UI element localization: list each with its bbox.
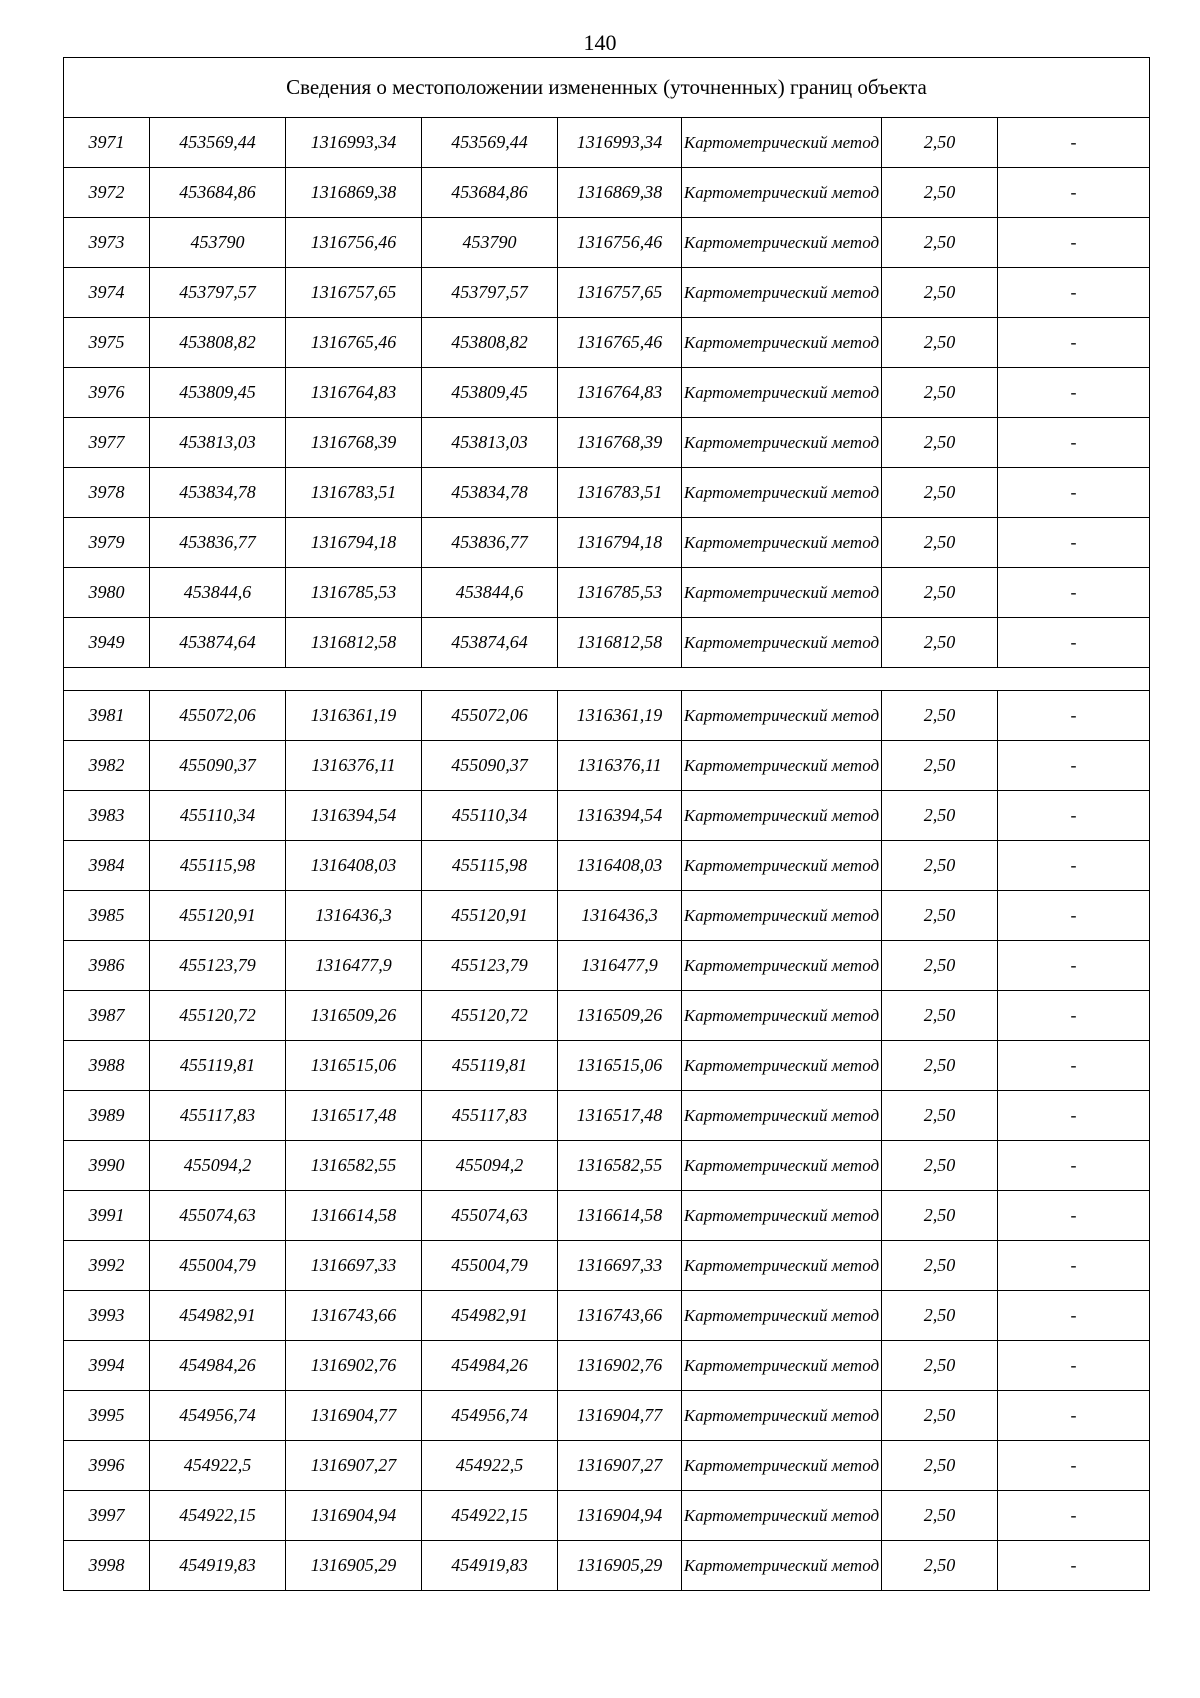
note-cell: - <box>998 941 1150 991</box>
point-number-cell: 3990 <box>64 1141 150 1191</box>
table-row <box>64 1241 1150 1291</box>
refined-x-cell: 454922,5 <box>422 1441 558 1491</box>
refined-x-cell: 453569,44 <box>422 118 558 168</box>
method-cell: Картометрический метод <box>682 1191 882 1241</box>
method-cell: Картометрический метод <box>682 268 882 318</box>
accuracy-cell: 2,50 <box>882 418 998 468</box>
note-cell: - <box>998 618 1150 668</box>
existing-x-cell: 455094,2 <box>150 1141 286 1191</box>
point-number-cell: 3984 <box>64 841 150 891</box>
existing-x-cell: 453844,6 <box>150 568 286 618</box>
refined-y-cell: 1316993,34 <box>558 118 682 168</box>
note-cell: - <box>998 691 1150 741</box>
refined-x-cell: 455004,79 <box>422 1241 558 1291</box>
existing-x-cell: 455119,81 <box>150 1041 286 1091</box>
point-number-cell: 3979 <box>64 518 150 568</box>
existing-y-cell: 1316697,33 <box>286 1241 422 1291</box>
refined-y-cell: 1316517,48 <box>558 1091 682 1141</box>
point-number-cell: 3993 <box>64 1291 150 1341</box>
existing-y-cell: 1316904,94 <box>286 1491 422 1541</box>
point-number-cell: 3983 <box>64 791 150 841</box>
point-number-cell: 3987 <box>64 991 150 1041</box>
table-body <box>64 58 1150 1591</box>
existing-x-cell: 453790 <box>150 218 286 268</box>
method-cell: Картометрический метод <box>682 1391 882 1441</box>
accuracy-cell: 2,50 <box>882 1391 998 1441</box>
table-row <box>64 118 1150 168</box>
table-row <box>64 741 1150 791</box>
table-row <box>64 1541 1150 1591</box>
refined-x-cell: 453790 <box>422 218 558 268</box>
existing-y-cell: 1316517,48 <box>286 1091 422 1141</box>
existing-y-cell: 1316765,46 <box>286 318 422 368</box>
existing-y-cell: 1316515,06 <box>286 1041 422 1091</box>
existing-y-cell: 1316902,76 <box>286 1341 422 1391</box>
refined-x-cell: 453844,6 <box>422 568 558 618</box>
existing-y-cell: 1316614,58 <box>286 1191 422 1241</box>
refined-y-cell: 1316765,46 <box>558 318 682 368</box>
accuracy-cell: 2,50 <box>882 268 998 318</box>
method-cell: Картометрический метод <box>682 218 882 268</box>
existing-y-cell: 1316869,38 <box>286 168 422 218</box>
method-cell: Картометрический метод <box>682 691 882 741</box>
table-row <box>64 791 1150 841</box>
refined-y-cell: 1316394,54 <box>558 791 682 841</box>
existing-x-cell: 455090,37 <box>150 741 286 791</box>
existing-x-cell: 455120,72 <box>150 991 286 1041</box>
refined-x-cell: 455094,2 <box>422 1141 558 1191</box>
refined-x-cell: 453874,64 <box>422 618 558 668</box>
point-number-cell: 3982 <box>64 741 150 791</box>
existing-y-cell: 1316905,29 <box>286 1541 422 1591</box>
refined-y-cell: 1316743,66 <box>558 1291 682 1341</box>
refined-y-cell: 1316904,94 <box>558 1491 682 1541</box>
existing-x-cell: 455074,63 <box>150 1191 286 1241</box>
existing-x-cell: 454919,83 <box>150 1541 286 1591</box>
existing-y-cell: 1316743,66 <box>286 1291 422 1341</box>
note-cell: - <box>998 1541 1150 1591</box>
accuracy-cell: 2,50 <box>882 1541 998 1591</box>
method-cell: Картометрический метод <box>682 1291 882 1341</box>
refined-y-cell: 1316794,18 <box>558 518 682 568</box>
point-number-cell: 3997 <box>64 1491 150 1541</box>
refined-x-cell: 455120,91 <box>422 891 558 941</box>
table-row <box>64 1341 1150 1391</box>
method-cell: Картометрический метод <box>682 1541 882 1591</box>
existing-x-cell: 453874,64 <box>150 618 286 668</box>
existing-x-cell: 454984,26 <box>150 1341 286 1391</box>
point-number-cell: 3977 <box>64 418 150 468</box>
table-row <box>64 268 1150 318</box>
refined-x-cell: 454984,26 <box>422 1341 558 1391</box>
existing-y-cell: 1316436,3 <box>286 891 422 941</box>
accuracy-cell: 2,50 <box>882 741 998 791</box>
existing-x-cell: 455072,06 <box>150 691 286 741</box>
point-number-cell: 3994 <box>64 1341 150 1391</box>
page-number: 140 <box>583 30 617 55</box>
note-cell: - <box>998 741 1150 791</box>
point-number-cell: 3986 <box>64 941 150 991</box>
point-number-cell: 3972 <box>64 168 150 218</box>
existing-x-cell: 454956,74 <box>150 1391 286 1441</box>
refined-y-cell: 1316785,53 <box>558 568 682 618</box>
refined-x-cell: 455120,72 <box>422 991 558 1041</box>
existing-x-cell: 454922,15 <box>150 1491 286 1541</box>
point-number-cell: 3995 <box>64 1391 150 1441</box>
point-number-cell: 3992 <box>64 1241 150 1291</box>
table-row <box>64 841 1150 891</box>
method-cell: Картометрический метод <box>682 1041 882 1091</box>
refined-y-cell: 1316756,46 <box>558 218 682 268</box>
table-row <box>64 1091 1150 1141</box>
existing-x-cell: 453813,03 <box>150 418 286 468</box>
note-cell: - <box>998 1141 1150 1191</box>
note-cell: - <box>998 218 1150 268</box>
note-cell: - <box>998 1491 1150 1541</box>
method-cell: Картометрический метод <box>682 991 882 1041</box>
refined-x-cell: 453684,86 <box>422 168 558 218</box>
refined-y-cell: 1316904,77 <box>558 1391 682 1441</box>
accuracy-cell: 2,50 <box>882 1041 998 1091</box>
note-cell: - <box>998 568 1150 618</box>
accuracy-cell: 2,50 <box>882 518 998 568</box>
refined-y-cell: 1316436,3 <box>558 891 682 941</box>
refined-y-cell: 1316361,19 <box>558 691 682 741</box>
point-number-cell: 3971 <box>64 118 150 168</box>
note-cell: - <box>998 518 1150 568</box>
refined-x-cell: 455123,79 <box>422 941 558 991</box>
refined-x-cell: 454922,15 <box>422 1491 558 1541</box>
accuracy-cell: 2,50 <box>882 568 998 618</box>
refined-x-cell: 453809,45 <box>422 368 558 418</box>
existing-x-cell: 453684,86 <box>150 168 286 218</box>
table-row <box>64 318 1150 368</box>
table-row <box>64 368 1150 418</box>
refined-y-cell: 1316509,26 <box>558 991 682 1041</box>
accuracy-cell: 2,50 <box>882 368 998 418</box>
method-cell: Картометрический метод <box>682 791 882 841</box>
method-cell: Картометрический метод <box>682 1441 882 1491</box>
note-cell: - <box>998 1291 1150 1341</box>
accuracy-cell: 2,50 <box>882 1491 998 1541</box>
table-row <box>64 691 1150 741</box>
method-cell: Картометрический метод <box>682 168 882 218</box>
note-cell: - <box>998 118 1150 168</box>
refined-x-cell: 453834,78 <box>422 468 558 518</box>
refined-y-cell: 1316614,58 <box>558 1191 682 1241</box>
note-cell: - <box>998 791 1150 841</box>
existing-y-cell: 1316904,77 <box>286 1391 422 1441</box>
note-cell: - <box>998 268 1150 318</box>
existing-y-cell: 1316477,9 <box>286 941 422 991</box>
refined-y-cell: 1316515,06 <box>558 1041 682 1091</box>
existing-x-cell: 453808,82 <box>150 318 286 368</box>
accuracy-cell: 2,50 <box>882 468 998 518</box>
refined-x-cell: 455115,98 <box>422 841 558 891</box>
refined-x-cell: 455110,34 <box>422 791 558 841</box>
table-row <box>64 168 1150 218</box>
refined-y-cell: 1316376,11 <box>558 741 682 791</box>
existing-y-cell: 1316764,83 <box>286 368 422 418</box>
accuracy-cell: 2,50 <box>882 991 998 1041</box>
method-cell: Картометрический метод <box>682 1141 882 1191</box>
point-number-cell: 3988 <box>64 1041 150 1091</box>
existing-y-cell: 1316361,19 <box>286 691 422 741</box>
refined-x-cell: 453813,03 <box>422 418 558 468</box>
existing-y-cell: 1316768,39 <box>286 418 422 468</box>
existing-y-cell: 1316812,58 <box>286 618 422 668</box>
table-row <box>64 991 1150 1041</box>
refined-y-cell: 1316408,03 <box>558 841 682 891</box>
refined-x-cell: 455117,83 <box>422 1091 558 1141</box>
point-number-cell: 3985 <box>64 891 150 941</box>
refined-y-cell: 1316764,83 <box>558 368 682 418</box>
existing-y-cell: 1316993,34 <box>286 118 422 168</box>
refined-y-cell: 1316768,39 <box>558 418 682 468</box>
method-cell: Картометрический метод <box>682 1341 882 1391</box>
point-number-cell: 3996 <box>64 1441 150 1491</box>
method-cell: Картометрический метод <box>682 618 882 668</box>
method-cell: Картометрический метод <box>682 891 882 941</box>
refined-y-cell: 1316757,65 <box>558 268 682 318</box>
accuracy-cell: 2,50 <box>882 941 998 991</box>
table-row <box>64 941 1150 991</box>
refined-y-cell: 1316812,58 <box>558 618 682 668</box>
existing-x-cell: 455004,79 <box>150 1241 286 1291</box>
method-cell: Картометрический метод <box>682 1241 882 1291</box>
note-cell: - <box>998 1191 1150 1241</box>
note-cell: - <box>998 991 1150 1041</box>
method-cell: Картометрический метод <box>682 418 882 468</box>
existing-x-cell: 455110,34 <box>150 791 286 841</box>
point-number-cell: 3976 <box>64 368 150 418</box>
existing-y-cell: 1316509,26 <box>286 991 422 1041</box>
method-cell: Картометрический метод <box>682 118 882 168</box>
table-row <box>64 1141 1150 1191</box>
existing-y-cell: 1316785,53 <box>286 568 422 618</box>
method-cell: Картометрический метод <box>682 941 882 991</box>
refined-y-cell: 1316783,51 <box>558 468 682 518</box>
refined-x-cell: 454919,83 <box>422 1541 558 1591</box>
note-cell: - <box>998 1341 1150 1391</box>
existing-x-cell: 455117,83 <box>150 1091 286 1141</box>
table-row <box>64 891 1150 941</box>
table-row <box>64 1041 1150 1091</box>
note-cell: - <box>998 418 1150 468</box>
accuracy-cell: 2,50 <box>882 841 998 891</box>
existing-y-cell: 1316757,65 <box>286 268 422 318</box>
method-cell: Картометрический метод <box>682 568 882 618</box>
refined-y-cell: 1316869,38 <box>558 168 682 218</box>
refined-x-cell: 455090,37 <box>422 741 558 791</box>
note-cell: - <box>998 1041 1150 1091</box>
refined-x-cell: 455074,63 <box>422 1191 558 1241</box>
boundary-coordinates-table <box>63 57 1150 1591</box>
existing-x-cell: 455120,91 <box>150 891 286 941</box>
point-number-cell: 3975 <box>64 318 150 368</box>
refined-y-cell: 1316902,76 <box>558 1341 682 1391</box>
existing-x-cell: 453569,44 <box>150 118 286 168</box>
accuracy-cell: 2,50 <box>882 218 998 268</box>
note-cell: - <box>998 1441 1150 1491</box>
table-row <box>64 468 1150 518</box>
table-row <box>64 1291 1150 1341</box>
point-number-cell: 3949 <box>64 618 150 668</box>
existing-y-cell: 1316408,03 <box>286 841 422 891</box>
point-number-cell: 3989 <box>64 1091 150 1141</box>
table-row <box>64 1191 1150 1241</box>
table-row <box>64 568 1150 618</box>
note-cell: - <box>998 1091 1150 1141</box>
existing-x-cell: 453834,78 <box>150 468 286 518</box>
group-separator-cell <box>64 668 1150 691</box>
existing-y-cell: 1316582,55 <box>286 1141 422 1191</box>
method-cell: Картометрический метод <box>682 741 882 791</box>
accuracy-cell: 2,50 <box>882 1441 998 1491</box>
refined-y-cell: 1316477,9 <box>558 941 682 991</box>
refined-x-cell: 453808,82 <box>422 318 558 368</box>
refined-x-cell: 454982,91 <box>422 1291 558 1341</box>
point-number-cell: 3974 <box>64 268 150 318</box>
existing-x-cell: 454982,91 <box>150 1291 286 1341</box>
table-title-row <box>64 58 1150 118</box>
accuracy-cell: 2,50 <box>882 618 998 668</box>
note-cell: - <box>998 168 1150 218</box>
existing-x-cell: 455123,79 <box>150 941 286 991</box>
refined-y-cell: 1316582,55 <box>558 1141 682 1191</box>
refined-y-cell: 1316907,27 <box>558 1441 682 1491</box>
point-number-cell: 3980 <box>64 568 150 618</box>
accuracy-cell: 2,50 <box>882 1291 998 1341</box>
point-number-cell: 3998 <box>64 1541 150 1591</box>
point-number-cell: 3991 <box>64 1191 150 1241</box>
table-row <box>64 1391 1150 1441</box>
accuracy-cell: 2,50 <box>882 118 998 168</box>
accuracy-cell: 2,50 <box>882 1341 998 1391</box>
method-cell: Картометрический метод <box>682 368 882 418</box>
refined-x-cell: 453797,57 <box>422 268 558 318</box>
existing-y-cell: 1316783,51 <box>286 468 422 518</box>
table-row <box>64 418 1150 468</box>
existing-x-cell: 455115,98 <box>150 841 286 891</box>
existing-x-cell: 453809,45 <box>150 368 286 418</box>
existing-x-cell: 453797,57 <box>150 268 286 318</box>
accuracy-cell: 2,50 <box>882 1091 998 1141</box>
method-cell: Картометрический метод <box>682 468 882 518</box>
accuracy-cell: 2,50 <box>882 791 998 841</box>
accuracy-cell: 2,50 <box>882 318 998 368</box>
accuracy-cell: 2,50 <box>882 1141 998 1191</box>
point-number-cell: 3978 <box>64 468 150 518</box>
note-cell: - <box>998 1391 1150 1441</box>
point-number-cell: 3973 <box>64 218 150 268</box>
point-number-cell: 3981 <box>64 691 150 741</box>
method-cell: Картометрический метод <box>682 1491 882 1541</box>
note-cell: - <box>998 468 1150 518</box>
refined-y-cell: 1316697,33 <box>558 1241 682 1291</box>
accuracy-cell: 2,50 <box>882 1191 998 1241</box>
refined-x-cell: 454956,74 <box>422 1391 558 1441</box>
note-cell: - <box>998 368 1150 418</box>
existing-y-cell: 1316907,27 <box>286 1441 422 1491</box>
note-cell: - <box>998 1241 1150 1291</box>
method-cell: Картометрический метод <box>682 841 882 891</box>
existing-y-cell: 1316376,11 <box>286 741 422 791</box>
table-row <box>64 518 1150 568</box>
method-cell: Картометрический метод <box>682 518 882 568</box>
table-row <box>64 218 1150 268</box>
refined-x-cell: 455119,81 <box>422 1041 558 1091</box>
note-cell: - <box>998 841 1150 891</box>
existing-x-cell: 453836,77 <box>150 518 286 568</box>
method-cell: Картометрический метод <box>682 1091 882 1141</box>
table-row <box>64 1441 1150 1491</box>
accuracy-cell: 2,50 <box>882 168 998 218</box>
refined-y-cell: 1316905,29 <box>558 1541 682 1591</box>
accuracy-cell: 2,50 <box>882 691 998 741</box>
existing-y-cell: 1316756,46 <box>286 218 422 268</box>
note-cell: - <box>998 318 1150 368</box>
accuracy-cell: 2,50 <box>882 891 998 941</box>
note-cell: - <box>998 891 1150 941</box>
existing-y-cell: 1316394,54 <box>286 791 422 841</box>
existing-y-cell: 1316794,18 <box>286 518 422 568</box>
table-row <box>64 618 1150 668</box>
group-separator-row <box>64 668 1150 691</box>
method-cell: Картометрический метод <box>682 318 882 368</box>
table-title: Сведения о местоположении измененных (уточненных) границ объекта <box>64 58 1150 118</box>
table-row <box>64 1491 1150 1541</box>
refined-x-cell: 453836,77 <box>422 518 558 568</box>
accuracy-cell: 2,50 <box>882 1241 998 1291</box>
refined-x-cell: 455072,06 <box>422 691 558 741</box>
existing-x-cell: 454922,5 <box>150 1441 286 1491</box>
